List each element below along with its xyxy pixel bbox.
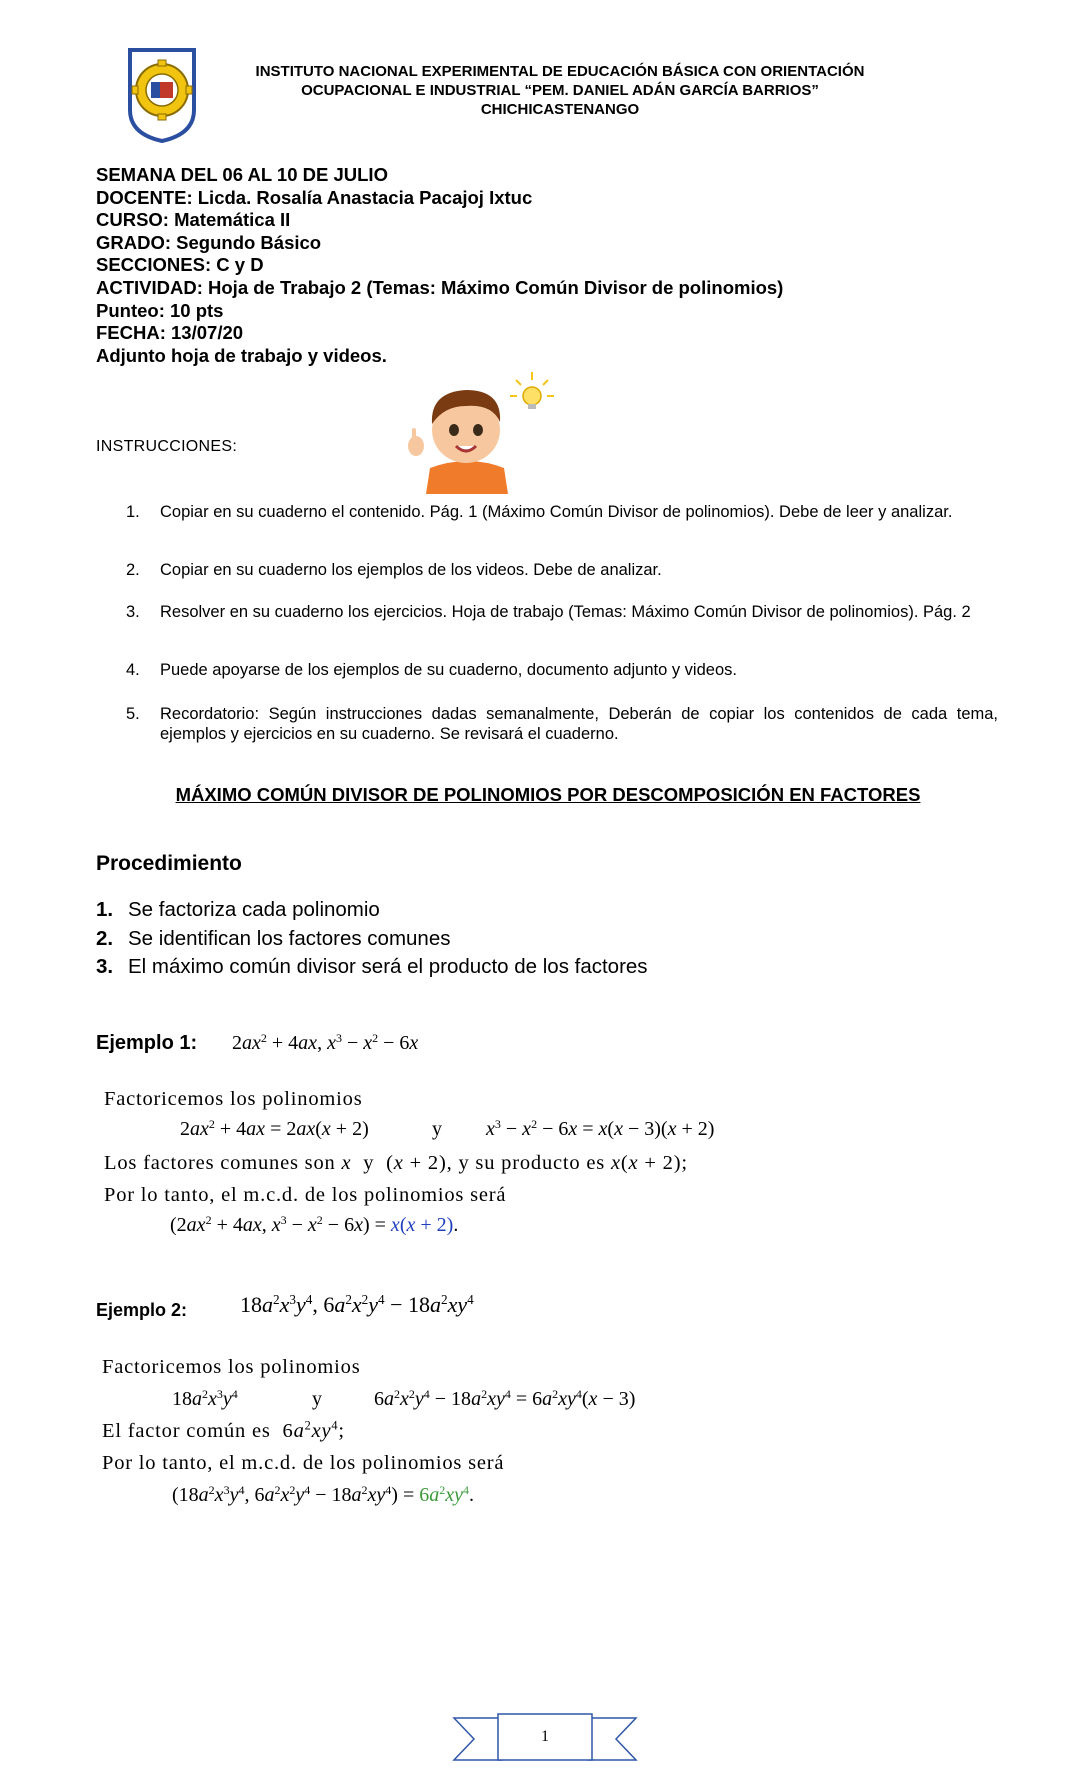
info-activity: ACTIVIDAD: Hoja de Trabajo 2 (Temas: Máximo Común Divisor de polinomios) xyxy=(96,276,784,298)
example-2-conclusion: Por lo tanto, el m.c.d. de los polinomios será xyxy=(102,1452,505,1474)
instruction-text: Copiar en su cuaderno el contenido. Pág. 1 (Máximo Común Divisor de polinomios). Debe de leer y analizar. xyxy=(160,503,953,521)
boy-idea-illustration xyxy=(400,368,560,494)
instruction-number: 2. xyxy=(126,561,140,579)
info-teacher: DOCENTE: Licda. Rosalía Anastacia Pacajoj Ixtuc xyxy=(96,186,533,208)
instruction-item xyxy=(126,560,998,580)
info-grade: GRADO: Segundo Básico xyxy=(96,231,322,253)
info-score: Punteo: 10 pts xyxy=(96,299,224,321)
example-2-result: ($18a^2x^3y^4$, $6a^2x^2y^4 - 18a^2xy^4) = 6a^2xy^4$. xyxy=(172,1482,474,1506)
instruction-text: Puede apoyarse de los ejemplos de su cuaderno, documento adjunto y videos. xyxy=(160,661,737,679)
example-2-gcd: $6a^2xy^4$ xyxy=(419,1482,469,1506)
instruction-item xyxy=(126,502,998,522)
instruction-item xyxy=(126,660,998,680)
instruction-number: 1. xyxy=(126,503,140,521)
header-line-3: CHICHICASTENANGO xyxy=(480,101,640,118)
info-week: SEMANA DEL 06 AL 10 DE JULIO xyxy=(96,164,388,185)
instruction-text: Resolver en su cuaderno los ejercicios. Hoja de trabajo (Temas: Máximo Común Divisor de polinomios). Pág. 2 xyxy=(160,603,971,621)
school-header xyxy=(220,62,900,119)
example-2-factoring-b: $6a^2x^2y^4 - 18a^2xy^4 = 6a^2xy^4(x - 3)$ xyxy=(374,1386,636,1410)
instruction-number: 5. xyxy=(126,705,140,723)
header-line-1: INSTITUTO NACIONAL EXPERIMENTAL DE EDUCACIÓN BÁSICA CON ORIENTACIÓN xyxy=(255,63,865,80)
header-line-2: OCUPACIONAL E INDUSTRIAL “PEM. DANIEL ADÁN GARCÍA BARRIOS” xyxy=(301,82,819,99)
example-1-polynomials: $2ax^2 + 4ax$, $x^3 - x^2 - 6x$ xyxy=(232,1030,419,1054)
example-1-connector: y xyxy=(432,1118,442,1140)
instruction-number: 4. xyxy=(126,661,140,679)
example-2-connector: y xyxy=(312,1388,322,1410)
procedure-title: Procedimiento xyxy=(96,852,242,875)
instruction-item xyxy=(126,602,998,622)
example-1-label: Ejemplo 1: xyxy=(96,1032,198,1054)
example-2-label: Ejemplo 2: xyxy=(96,1300,188,1320)
school-logo-icon xyxy=(124,44,200,144)
procedure-step: 1. Se factoriza cada polinomio xyxy=(96,898,380,921)
instruction-text: Recordatorio: Según instrucciones dadas semanalmente, Deberán de copiar los contenidos de cada tema, ejemplos y ejercicios en su cuaderno. Se revisará el cuaderno. xyxy=(160,705,998,743)
example-2-intro: Factoricemos los polinomios xyxy=(102,1356,361,1378)
example-1-factoring-b: $x^3 - x^2 - 6x = x(x - 3)(x + 2)$ xyxy=(486,1116,715,1140)
example-1-intro: Factoricemos los polinomios xyxy=(104,1088,363,1110)
info-date: FECHA: 13/07/20 xyxy=(96,322,244,344)
example-1-factoring-a: $2ax^2 + 4ax = 2ax(x + 2)$ xyxy=(180,1116,369,1140)
instruction-number: 3. xyxy=(126,603,140,621)
instruction-text: Copiar en su cuaderno los ejemplos de los videos. Debe de analizar. xyxy=(160,561,662,579)
example-2-factoring-a: $18a^2x^3y^4$ xyxy=(172,1386,238,1410)
example-1-conclusion: Por lo tanto, el m.c.d. de los polinomios será xyxy=(104,1184,507,1206)
procedure-steps xyxy=(96,896,648,982)
activity-info xyxy=(96,164,783,367)
page-number-ribbon xyxy=(452,1712,638,1766)
example-1-common-factors: Los factores comunes son x y (x + 2), y su producto es x(x + 2); xyxy=(104,1152,688,1174)
instructions-title: INSTRUCCIONES: xyxy=(96,438,238,455)
procedure-step: 3. El máximo común divisor será el producto de los factores xyxy=(96,955,648,978)
procedure-step: 2. Se identifican los factores comunes xyxy=(96,926,451,950)
info-course: CURSO: Matemática II xyxy=(96,209,291,231)
info-attachments: Adjunto hoja de trabajo y videos. xyxy=(96,344,387,366)
example-1-result: ($2ax^2 + 4ax$, $x^3 - x^2 - 6x) = x(x + 2)$. xyxy=(170,1212,459,1236)
example-2-polynomials: $18a^2x^3y^4$, $6a^2x^2y^4 - 18a^2xy^4$ xyxy=(240,1292,474,1317)
page-number: 1 xyxy=(541,1728,549,1745)
section-title: MÁXIMO COMÚN DIVISOR DE POLINOMIOS POR DESCOMPOSICIÓN EN FACTORES xyxy=(175,784,921,805)
info-sections: SECCIONES: C y D xyxy=(96,254,264,276)
example-1-gcd: x(x + 2) xyxy=(390,1214,454,1236)
example-2-common-factor: El factor común es $6a^2xy^4$; xyxy=(102,1418,345,1442)
lightbulb-icon xyxy=(510,372,554,409)
instruction-item xyxy=(126,704,998,744)
